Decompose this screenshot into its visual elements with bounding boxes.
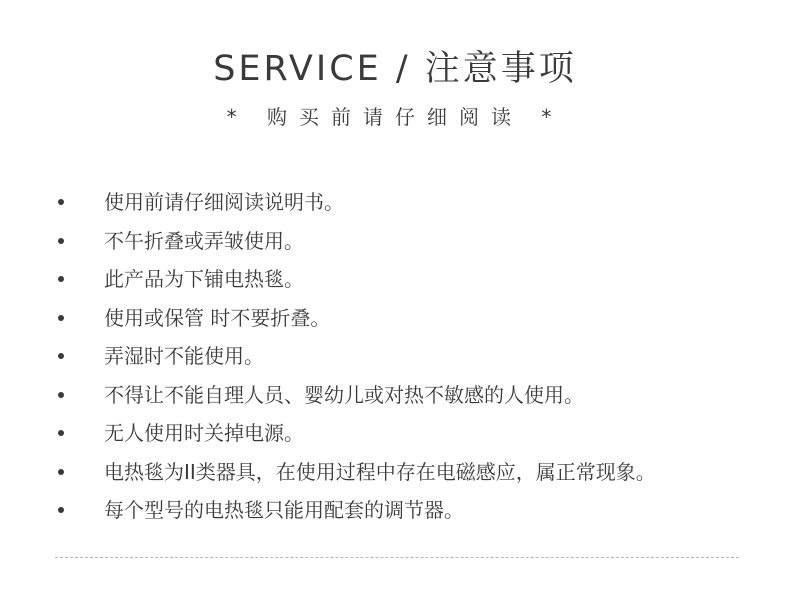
list-item-text: 不午折叠或弄皱使用。: [104, 228, 304, 253]
page-title: SERVICE / 注意事项: [213, 49, 577, 89]
list-item-text: 此产品为下铺电热毯。: [104, 267, 304, 291]
bullet-icon: [58, 392, 64, 398]
bullet-icon: [58, 430, 64, 436]
list-item: [56, 299, 766, 338]
list-item-text: 每个型号的电热毯只能用配套的调节器。: [104, 498, 464, 522]
list-item-text: 电热毯为II类器具，在使用过程中存在电磁感应，属正常现象。: [104, 459, 656, 484]
header: [0, 44, 790, 132]
list-item-text: 使用前请仔细阅读说明书。: [104, 190, 344, 214]
bullet-icon: [58, 315, 64, 321]
list-item: [56, 376, 766, 415]
bullet-icon: [58, 353, 64, 359]
dashed-divider: [55, 557, 739, 558]
list-item: [56, 260, 766, 299]
list-item: [56, 183, 766, 222]
list-item-text: 无人使用时关掉电源。: [104, 421, 304, 445]
list-item: [56, 491, 766, 530]
page-subtitle: * 购买前请仔细阅读 *: [226, 105, 564, 129]
bullet-icon: [58, 276, 64, 282]
list-item-text: 弄湿时不能使用。: [104, 344, 264, 368]
bullet-icon: [58, 199, 64, 205]
list-item-text: 不得让不能自理人员、婴幼儿或对热不敏感的人使用。: [104, 382, 584, 407]
list-item: [56, 414, 766, 453]
list-item-text: 使用或保管 时不要折叠。: [104, 305, 331, 330]
notice-list: [56, 183, 766, 530]
list-item: [56, 337, 766, 376]
bullet-icon: [58, 469, 64, 475]
list-item: [56, 222, 766, 261]
bullet-icon: [58, 507, 64, 513]
bullet-icon: [58, 238, 64, 244]
list-item: [56, 453, 766, 492]
